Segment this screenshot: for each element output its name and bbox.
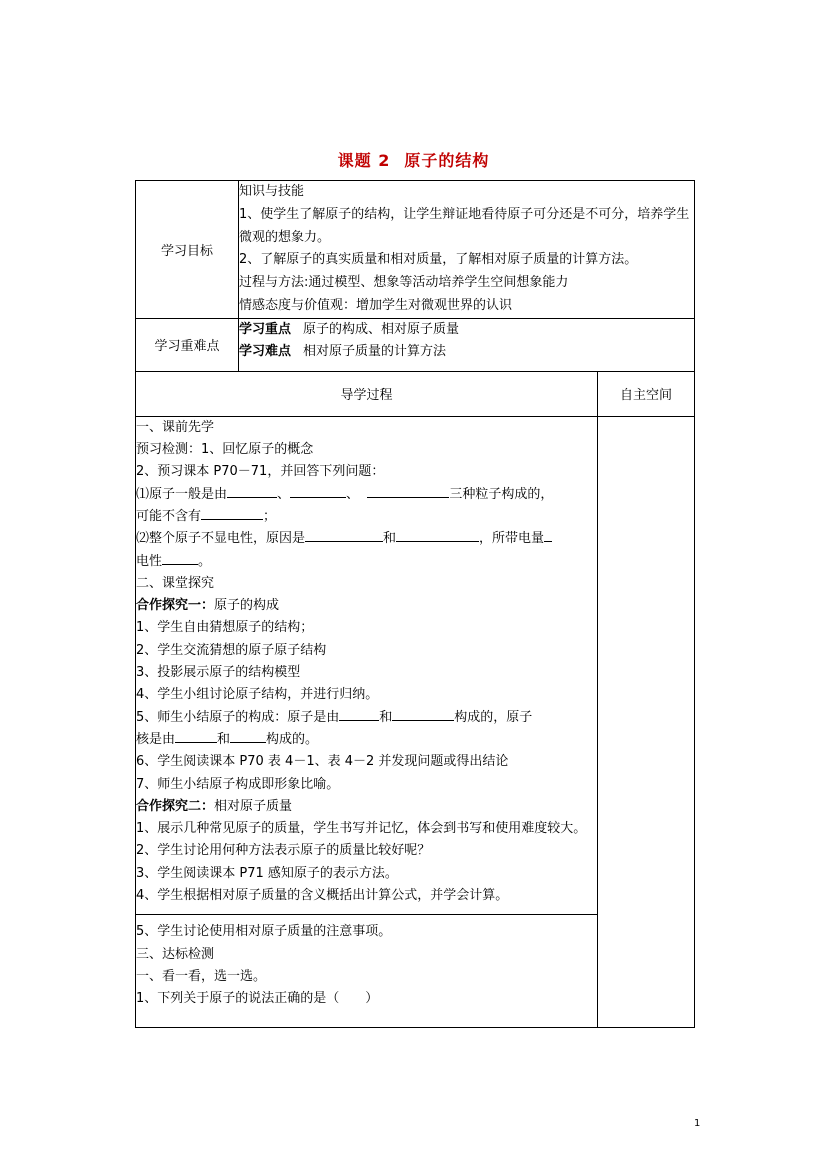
answer-blank[interactable] bbox=[230, 741, 266, 743]
fill-in-line: 5、师生小结原子的构成：原子是由 和 构成的，原子 bbox=[136, 709, 533, 725]
page-number: 1 bbox=[694, 1118, 701, 1129]
difficulty-label: 学习难点 bbox=[239, 343, 292, 359]
activity-heading: 合作探究二：相对原子质量 bbox=[136, 798, 293, 814]
process-line: 7、师生小结原子构成即形象比喻。 bbox=[136, 776, 340, 792]
keypoints-content bbox=[239, 318, 695, 371]
answer-blank[interactable] bbox=[201, 518, 263, 520]
keypoints-label: 学习重难点 bbox=[136, 318, 239, 371]
answer-blank[interactable] bbox=[544, 540, 552, 542]
process-line: 5、学生讨论使用相对原子质量的注意事项。 bbox=[136, 924, 392, 940]
lesson-plan-table bbox=[135, 180, 695, 1028]
title-lesson-number: 课题 2 bbox=[337, 151, 391, 170]
header-row bbox=[136, 371, 695, 416]
fill-in-line: 电性 。 bbox=[136, 553, 212, 569]
process-line: 一、看一看，选一选。 bbox=[136, 968, 267, 984]
focus-label: 学习重点 bbox=[239, 321, 292, 337]
answer-blank[interactable] bbox=[367, 496, 449, 498]
title-topic: 原子的结构 bbox=[404, 151, 490, 170]
activity-heading: 合作探究一：原子的构成 bbox=[136, 598, 280, 614]
process-header: 导学过程 bbox=[136, 371, 598, 416]
process-line: 4、学生小组讨论原子结构，并进行归纳。 bbox=[136, 687, 379, 703]
goals-content bbox=[239, 181, 695, 319]
fill-in-line: ⑵整个原子不显电性，原因是 和 ，所带电量 bbox=[136, 528, 597, 550]
page-title bbox=[0, 148, 827, 171]
self-space-header: 自主空间 bbox=[598, 371, 695, 416]
answer-line[interactable] bbox=[136, 914, 597, 915]
fill-in-line: ⑴原子一般是由 、 、 三种粒子构成的， bbox=[136, 486, 554, 502]
fill-in-line: 核是由 和 构成的。 bbox=[136, 731, 319, 747]
process-content bbox=[136, 416, 598, 1027]
process-line: 预习检测：1、回忆原子的概念 bbox=[136, 442, 314, 458]
goals-label: 学习目标 bbox=[136, 181, 239, 319]
goals-row bbox=[136, 181, 695, 319]
process-line: 1、学生自由猜想原子的结构； bbox=[136, 620, 314, 636]
answer-blank[interactable] bbox=[339, 719, 379, 721]
goals-line: 1、使学生了解原子的结构，让学生辩证地看待原子可分还是不可分，培养学生微观的想象力。 bbox=[239, 206, 690, 245]
section-heading: 一、课前先学 bbox=[136, 419, 215, 435]
process-line: 1、展示几种常见原子的质量，学生书写并记忆，体会到书写和使用难度较大。 bbox=[136, 821, 587, 837]
goals-line: 过程与方法:通过模型、想象等活动培养学生空间想象能力 bbox=[239, 275, 569, 291]
answer-blank[interactable] bbox=[392, 719, 454, 721]
section-heading: 三、达标检测 bbox=[136, 946, 215, 962]
focus-text: 原子的构成、相对原子质量 bbox=[303, 321, 460, 337]
process-line: 3、投影展示原子的结构模型 bbox=[136, 665, 301, 681]
answer-blank[interactable] bbox=[162, 563, 198, 565]
section-heading: 二、课堂探究 bbox=[136, 575, 215, 591]
goals-line: 情感态度与价值观：增加学生对微观世界的认识 bbox=[239, 297, 513, 313]
self-space-cell[interactable] bbox=[598, 416, 695, 1027]
fill-in-line: 可能不含有 ； bbox=[136, 508, 277, 524]
answer-blank[interactable] bbox=[290, 496, 346, 498]
process-line: 6、学生阅读课本 P70 表 4－1、表 4－2 并发现问题或得出结论 bbox=[136, 754, 509, 770]
process-line: 2、学生讨论用何种方法表示原子的质量比较好呢？ bbox=[136, 843, 431, 859]
process-line: 2、学生交流猜想的原子原子结构 bbox=[136, 642, 327, 658]
answer-blank[interactable] bbox=[305, 540, 383, 542]
goals-line: 知识与技能 bbox=[239, 184, 305, 199]
process-line: 4、学生根据相对原子质量的含义概括出计算公式，并学会计算。 bbox=[136, 888, 509, 904]
difficulty-text: 相对原子质量的计算方法 bbox=[303, 343, 447, 359]
goals-line: 2、了解原子的真实质量和相对质量，了解相对原子质量的计算方法。 bbox=[239, 252, 638, 268]
answer-blank[interactable] bbox=[227, 496, 277, 498]
answer-blank[interactable] bbox=[175, 741, 217, 743]
question-line: 1、下列关于原子的说法正确的是（ ） bbox=[136, 991, 379, 1007]
process-row bbox=[136, 416, 695, 1027]
process-line: 2、预习课本 P70－71，并回答下列问题： bbox=[136, 464, 385, 480]
process-line: 3、学生阅读课本 P71 感知原子的表示方法。 bbox=[136, 865, 398, 881]
answer-blank[interactable] bbox=[396, 540, 479, 542]
keypoints-row bbox=[136, 318, 695, 371]
